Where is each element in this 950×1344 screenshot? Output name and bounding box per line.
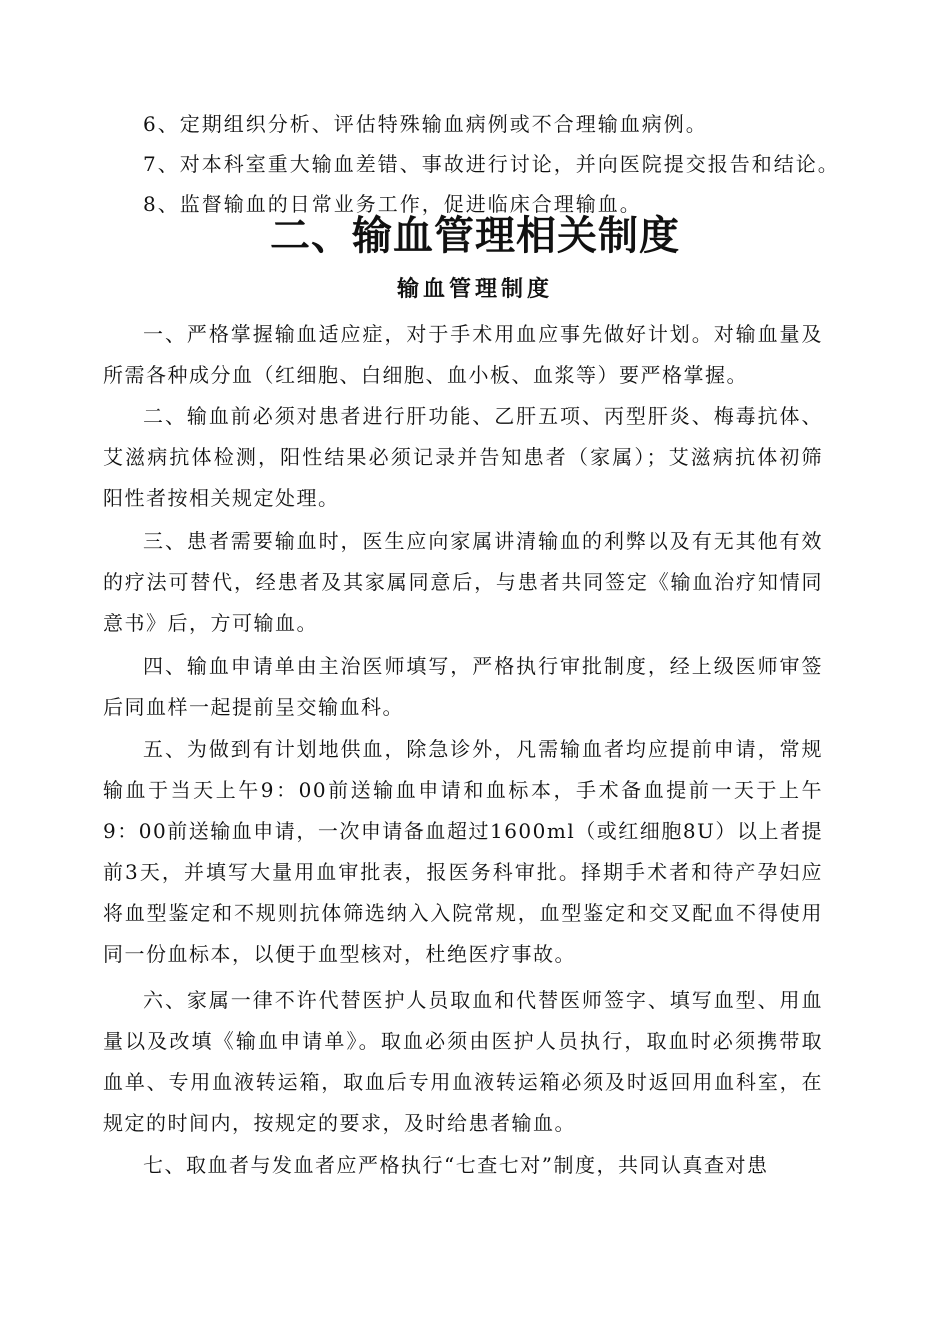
paragraph-2: 二、输血前必须对患者进行肝功能、乙肝五项、丙型肝炎、梅毒抗体、艾滋病抗体检测，阳性结果必须记录并告知患者（家属）；艾滋病抗体初筛阳性者按相关规定处理。 [103, 404, 823, 510]
paragraph-1: 一、严格掌握输血适应症，对于手术用血应事先做好计划。对输血量及所需各种成分血（红细胞、白细胞、血小板、血浆等）要严格掌握。 [103, 322, 823, 387]
paragraph-4: 四、输血申请单由主治医师填写，严格执行审批制度，经上级医师审签后同血样一起提前呈交输血科。 [103, 654, 823, 719]
section-heading: 二、输血管理相关制度 [270, 213, 680, 259]
list-item-8: 8、监督输血的日常业务工作，促进临床合理输血。 [143, 192, 642, 216]
paragraph-7: 七、取血者与发血者应严格执行“七查七对”制度，共同认真查对患 [143, 1153, 769, 1177]
list-item-6: 6、定期组织分析、评估特殊输血病例或不合理输血病例。 [143, 112, 708, 136]
paragraph-5: 五、为做到有计划地供血，除急诊外，凡需输血者均应提前申请，常规输血于当天上午9：00前送输血申请和血标本，手术备血提前一天于上午9：00前送输血申请，一次申请备血超过1600ml（或红细胞8U）以上者提前3天，并填写大量用血审批表，报医务科审批。择期手术者和待产孕妇应将血型鉴定和不规则抗体筛选纳入入院常规，血型鉴定和交叉配血不得使用同一份血标本，以便于血型核对，杜绝医疗事故。 [103, 737, 823, 966]
list-item-7: 7、对本科室重大输血差错、事故进行讨论，并向医院提交报告和结论。 [143, 152, 840, 176]
document-title: 输血管理制度 [396, 276, 553, 302]
paragraph-3: 三、患者需要输血时，医生应向家属讲清输血的利弊以及有无其他有效的疗法可替代，经患者及其家属同意后，与患者共同签定《输血治疗知情同意书》后，方可输血。 [103, 529, 823, 635]
paragraph-6: 六、家属一律不许代替医护人员取血和代替医师签字、填写血型、用血量以及改填《输血申请单》。取血必须由医护人员执行，取血时必须携带取血单、专用血液转运箱，取血后专用血液转运箱必须及时返回用血科室，在规定的时间内，按规定的要求，及时给患者输血。 [103, 988, 823, 1135]
